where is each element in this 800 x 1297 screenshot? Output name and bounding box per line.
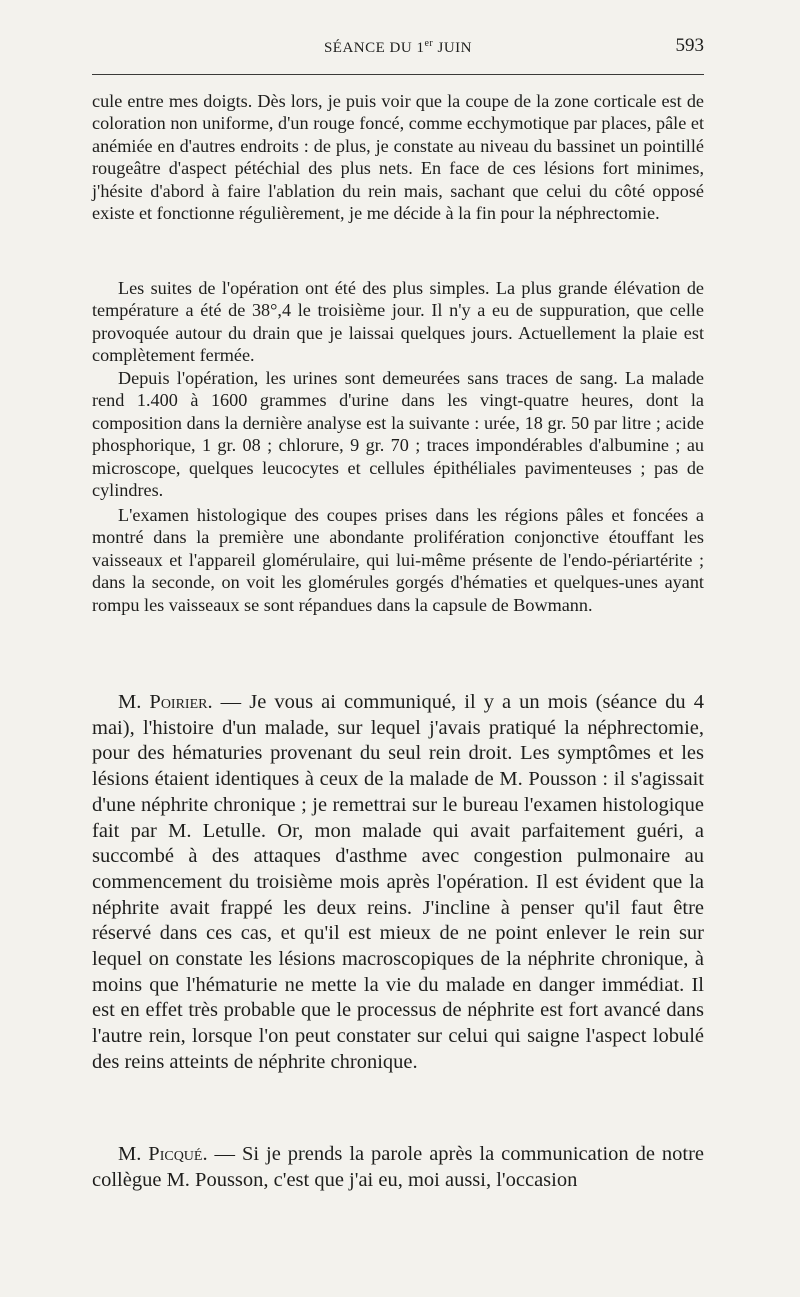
- speaker-picque: M. Picqué.: [118, 1143, 208, 1165]
- paragraph-urines: Depuis l'opération, les urines sont demeurées sans traces de sang. La malade rend 1.400 à 1600 grammes d'urine dans les vingt-quatre heures, dont la composition dans la dernière analyse est la suivante : urée, 18 gr. 50 par litre ; acide phosphorique, 1 gr. 08 ; chlorure, 9 gr. 70 ; traces impondérables d'albumine ; au microscope, quelques leucocytes et cellules épithéliales pavimenteuses ; pas de cylindres.: [92, 368, 704, 501]
- header-title: SÉANCE DU 1er JUIN: [323, 38, 473, 56]
- paragraph-poirier: M. Poirier. — Je vous ai communiqué, il y a un mois (séance du 4 mai), l'histoire d'un malade, sur lequel j'avais pratiqué la néphrectomie, pour des hématuries provenant du seul rein droit. Les symptômes et les lésions étaient identiques à ceux de la malade de M. Pousson : il s'agissait d'une néphrite chronique ; je remettrai sur le bureau l'examen histologique fait par M. Letulle. Or, mon malade qui avait parfaitement guéri, a succombé à des attaques d'asthme avec congestion pulmonaire au commencement du troisième mois après l'opération. Il est évident que la néphrite avait frappé les deux reins. J'incline à penser qu'il faut être réservé dans ces cas, et qu'il est mieux de ne point enlever le rein sur lequel on constate les lésions macroscopiques de la néphrite chronique, à moins que l'hématurie ne mette la vie du malade en danger immédiat. Il est en effet très probable que le processus de néphrite est fort avancé dans l'autre rein, lorsque l'on peut constater sur celui qui saigne l'aspect lobulé des reins atteints de néphrite chronique.: [92, 691, 704, 1073]
- paragraph-picque: M. Picqué. — Si je prends la parole après la communication de notre collègue M. Pousson, c'est que j'ai eu, moi aussi, l'occasion: [92, 1143, 704, 1191]
- running-header: [92, 34, 704, 64]
- paragraph-histology: L'examen histologique des coupes prises dans les régions pâles et foncées a montré dans la première une abondante prolifération conjonctive étouffant les vaisseaux et l'appareil glomérulaire, qui lui-même présente de l'endo-périartérite ; dans la seconde, on voit les glomérules gorgés d'hématies et quelques-unes ayant rompu les vaisseaux se sont répandues dans la capsule de Bowmann.: [92, 505, 704, 615]
- page-number: 593: [675, 35, 704, 56]
- header-rule: [92, 74, 704, 75]
- speaker-poirier: M. Poirier.: [118, 691, 213, 713]
- paragraph-suites: Les suites de l'opération ont été des plus simples. La plus grande élévation de température a été de 38°,4 le troisième jour. Il n'y a eu de suppuration, que celle provoquée autour du drain que je laissai quelques jours. Actuellement la plaie est complètement fermée.: [92, 278, 704, 366]
- paragraph-continuation: cule entre mes doigts. Dès lors, je puis voir que la coupe de la zone corticale est de coloration non uniforme, d'un rouge foncé, comme ecchymotique par places, pâle et anémiée en d'autres endroits : de plus, je constate au niveau du bassinet un pointillé rougeâtre d'aspect pétéchial des plus nets. En face de ces lésions fort minimes, j'hésite d'abord à faire l'ablation du rein mais, sachant que celui du côté opposé existe et fonctionne régulièrement, je me décide à la fin pour la néphrectomie.: [92, 91, 704, 224]
